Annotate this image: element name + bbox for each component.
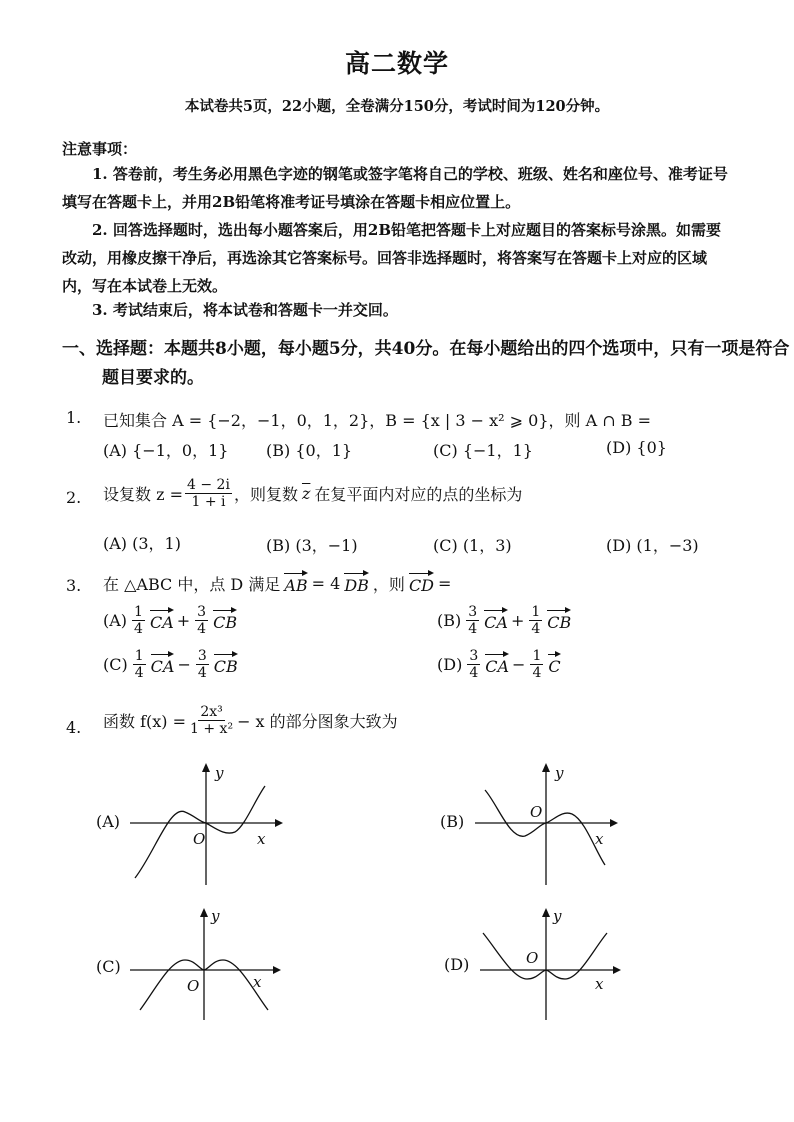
x-axis-arrow [613, 966, 621, 974]
denominator: 4 [134, 621, 143, 637]
graph-a [125, 760, 285, 890]
y-label: y [553, 907, 562, 925]
operator: + [176, 611, 191, 630]
graph-c [125, 905, 285, 1025]
graph-a-label: (A) [96, 812, 121, 831]
question-3-stem-c: = [438, 574, 452, 593]
question-4-stem [103, 704, 398, 737]
operator: + [510, 611, 525, 630]
question-4-stem-prefix: 函数 f(x) = [103, 712, 187, 731]
y-label: y [215, 764, 224, 782]
numerator: 1 [134, 648, 144, 664]
y-axis-arrow [202, 763, 210, 772]
question-2-stem-suffix-a: ，则复数 [233, 485, 298, 504]
question-2-numerator: 4 − 2i [187, 477, 230, 493]
vector-cb: CB [547, 609, 571, 632]
operator: − [512, 655, 526, 674]
numerator: 1 [134, 604, 143, 620]
question-2-fraction [185, 477, 232, 510]
graph-b [470, 760, 620, 890]
fraction [466, 604, 479, 637]
numerator: 1 [532, 648, 542, 664]
graph-d [475, 905, 625, 1025]
question-1-number: 1. [66, 408, 82, 427]
question-3-stem-a: 在 △ABC 中，点 D 满足 [103, 575, 281, 594]
vector-ca: CA [485, 653, 509, 676]
x-axis-arrow [610, 819, 618, 827]
question-2-option-b: (B) (3，−1) [266, 536, 358, 555]
question-2-option-d: (D) (1，−3) [606, 536, 699, 555]
x-label: x [595, 830, 604, 848]
notice-item-2: 2. 回答选择题时，选出每小题答案后，用2B铅笔把答题卡上对应题目的答案标号涂黑。如需要改动，用橡皮擦干净后，再选涂其它答案标号。回答非选择题时，将答案写在答题卡上对应的区域内，写在本试卷上无效。 [62, 221, 722, 295]
graph-c-label: (C) [96, 957, 121, 976]
fraction [530, 648, 543, 681]
numerator: 3 [468, 604, 478, 620]
origin-label: O [187, 977, 200, 995]
origin-label: O [526, 949, 539, 967]
vector-ca: CA [484, 609, 508, 632]
fraction [196, 648, 209, 681]
denominator: 4 [531, 621, 541, 637]
vector-cd: CD [409, 572, 434, 595]
exam-info: 本试卷共5页，22小题，全卷满分150分，考试时间为120分钟。 [184, 98, 610, 115]
origin-label: O [530, 803, 543, 821]
vector-cb: CB [213, 609, 237, 632]
fraction [467, 648, 480, 681]
question-1-stem: 已知集合 A = {−2，−1，0，1，2}，B = {x | 3 − x² ⩾ 0}，则 A ∩ B = [103, 411, 651, 430]
question-3-option-c [103, 648, 238, 681]
denominator: 4 [197, 665, 207, 681]
curve [485, 790, 605, 865]
numerator: 3 [197, 648, 207, 664]
question-2-stem-prefix: 设复数 z = [103, 485, 184, 504]
x-axis-arrow [273, 966, 281, 974]
numerator: 3 [469, 648, 479, 664]
y-label: y [211, 907, 220, 925]
question-3-stem-b: ，则 [372, 575, 405, 594]
question-1-option-c: (C) {−1，1} [433, 441, 533, 460]
notice-heading: 注意事项： [62, 140, 138, 158]
question-3-option-a [103, 604, 237, 637]
numerator: 1 [531, 604, 541, 620]
vector-ca: CA [150, 609, 174, 632]
option-label: (B) [437, 611, 462, 630]
y-label: y [555, 764, 564, 782]
question-4-number: 4. [66, 718, 82, 737]
vector-db: DB [344, 572, 369, 595]
numerator: 3 [197, 604, 207, 620]
question-3-option-b [437, 604, 571, 637]
option-label: (D) [437, 655, 463, 674]
section-heading: 一、选择题：本题共8小题，每小题5分，共40分。在每小题给出的四个选项中，只有一项是符合题目要求的。 [62, 339, 790, 388]
question-2-stem [103, 477, 522, 510]
denominator: 4 [469, 665, 479, 681]
origin-label: O [193, 830, 206, 848]
curve [483, 933, 607, 979]
question-4-stem-suffix: − x 的部分图象大致为 [237, 712, 398, 731]
page-title: 高二数学 [344, 49, 449, 78]
vector-ab: AB [284, 572, 307, 595]
x-axis-arrow [275, 819, 283, 827]
question-1-option-d: (D) {0} [606, 438, 667, 457]
question-4-denominator: 1 + x² [190, 721, 234, 737]
denominator: 4 [532, 665, 542, 681]
vector-ca: CA [151, 653, 175, 676]
question-1-option-b: (B) {0，1} [266, 441, 353, 460]
vector-cb: CB [214, 653, 238, 676]
denominator: 4 [197, 621, 207, 637]
option-label: (A) [103, 611, 128, 630]
question-2-denominator: 1 + i [191, 494, 226, 510]
x-label: x [595, 975, 604, 993]
question-4-fraction [188, 704, 235, 737]
question-2-stem-suffix-b: 在复平面内对应的点的坐标为 [314, 485, 523, 504]
option-label: (C) [103, 655, 128, 674]
denominator: 4 [134, 665, 144, 681]
question-2-number: 2. [66, 488, 82, 507]
question-2-option-a: (A) (3，1) [103, 534, 181, 553]
fraction [133, 648, 146, 681]
question-3-eq: = 4 [311, 574, 341, 593]
operator: − [177, 655, 191, 674]
question-4-numerator: 2x³ [200, 704, 223, 720]
x-label: x [257, 830, 266, 848]
fraction [529, 604, 542, 637]
graph-d-label: (D) [444, 955, 470, 974]
y-axis-arrow [542, 763, 550, 772]
vector-c: C [548, 653, 560, 676]
notice-item-3: 3. 考试结束后，将本试卷和答题卡一并交回。 [92, 301, 398, 319]
fraction [132, 604, 145, 637]
question-3-number: 3. [66, 576, 82, 595]
question-2-option-c: (C) (1，3) [433, 536, 512, 555]
y-axis-arrow [542, 908, 550, 917]
question-1-option-a: (A) {−1，0，1} [103, 441, 229, 460]
denominator: 4 [468, 621, 478, 637]
notice-item-1: 1. 答卷前，考生务必用黑色字迹的钢笔或签字笔将自己的学校、班级、姓名和座位号、准考证号填写在答题卡上，并用2B铅笔将准考证号填涂在答题卡相应位置上。 [62, 165, 728, 211]
y-axis-arrow [200, 908, 208, 917]
question-2-zbar: $\overline{z}$ [301, 484, 311, 503]
graph-b-label: (B) [440, 812, 465, 831]
question-3-option-d [437, 648, 561, 681]
x-label: x [253, 973, 262, 991]
fraction [195, 604, 208, 637]
question-3-stem [103, 572, 451, 595]
